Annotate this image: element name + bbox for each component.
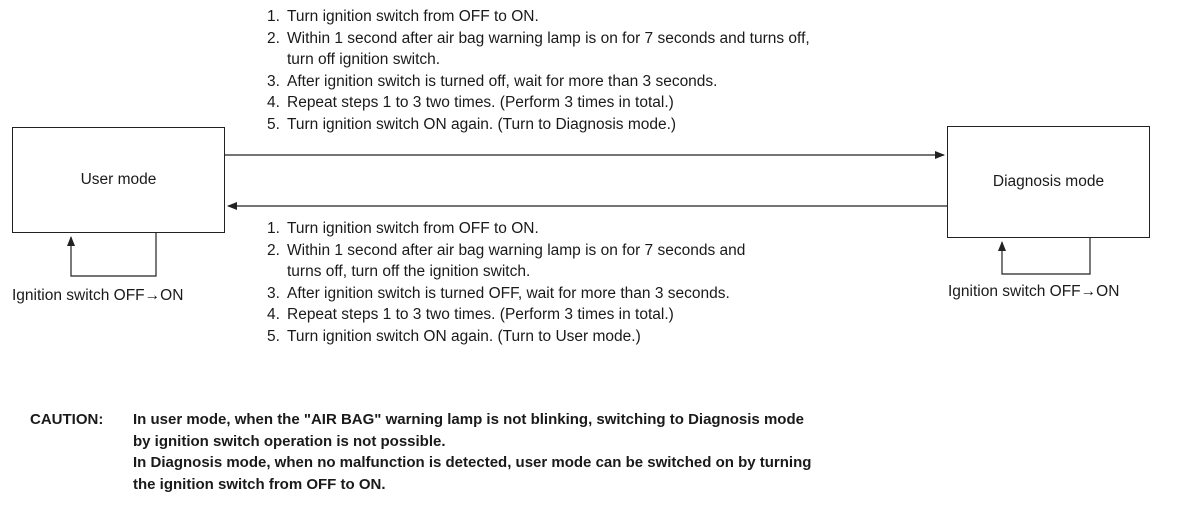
caution-line: In Diagnosis mode, when no malfunction is detected, user mode can be switched on by turning <box>133 454 812 471</box>
steps-to-diagnosis <box>267 6 1027 135</box>
step-item: 3. After ignition switch is turned off, wait for more than 3 seconds. <box>267 72 718 90</box>
step-item: 2. Within 1 second after air bag warning lamp is on for 7 seconds and turns off, turn off the ignition switch. <box>267 241 746 280</box>
caution-lead: CAUTION: <box>30 411 104 428</box>
step-item: 5. Turn ignition switch ON again. (Turn to User mode.) <box>267 327 641 345</box>
steps-to-user <box>267 218 1027 347</box>
caution-line: the ignition switch from OFF to ON. <box>133 475 386 493</box>
step-item: 4. Repeat steps 1 to 3 two times. (Perform 3 times in total.) <box>267 306 674 323</box>
user-mode-label: User mode <box>80 171 157 188</box>
user-mode-box <box>12 127 225 233</box>
user-loop-arrow <box>71 233 156 276</box>
caution-line: by ignition switch operation is not possible. <box>133 432 446 450</box>
step-item: 1. Turn ignition switch from OFF to ON. <box>267 8 539 25</box>
diagnosis-mode-label: Diagnosis mode <box>992 173 1105 190</box>
step-item: 3. After ignition switch is turned OFF, wait for more than 3 seconds. <box>267 284 730 302</box>
caution-note <box>30 409 811 495</box>
step-item: 4. Repeat steps 1 to 3 two times. (Perform 3 times in total.) <box>267 94 674 111</box>
step-item: 2. Within 1 second after air bag warning lamp is on for 7 seconds and turns off, turn off ignition switch. <box>267 29 810 68</box>
step-item: 1. Turn ignition switch from OFF to ON. <box>267 220 539 237</box>
user-loop-label: Ignition switch OFF→ON <box>12 287 184 304</box>
caution-line: In user mode, when the "AIR BAG" warning lamp is not blinking, switching to Diagnosis mode <box>133 411 804 428</box>
step-item: 5. Turn ignition switch ON again. (Turn to Diagnosis mode.) <box>267 115 677 133</box>
diagnosis-mode-box <box>947 126 1150 238</box>
diagnosis-loop-label: Ignition switch OFF→ON <box>948 283 1120 300</box>
